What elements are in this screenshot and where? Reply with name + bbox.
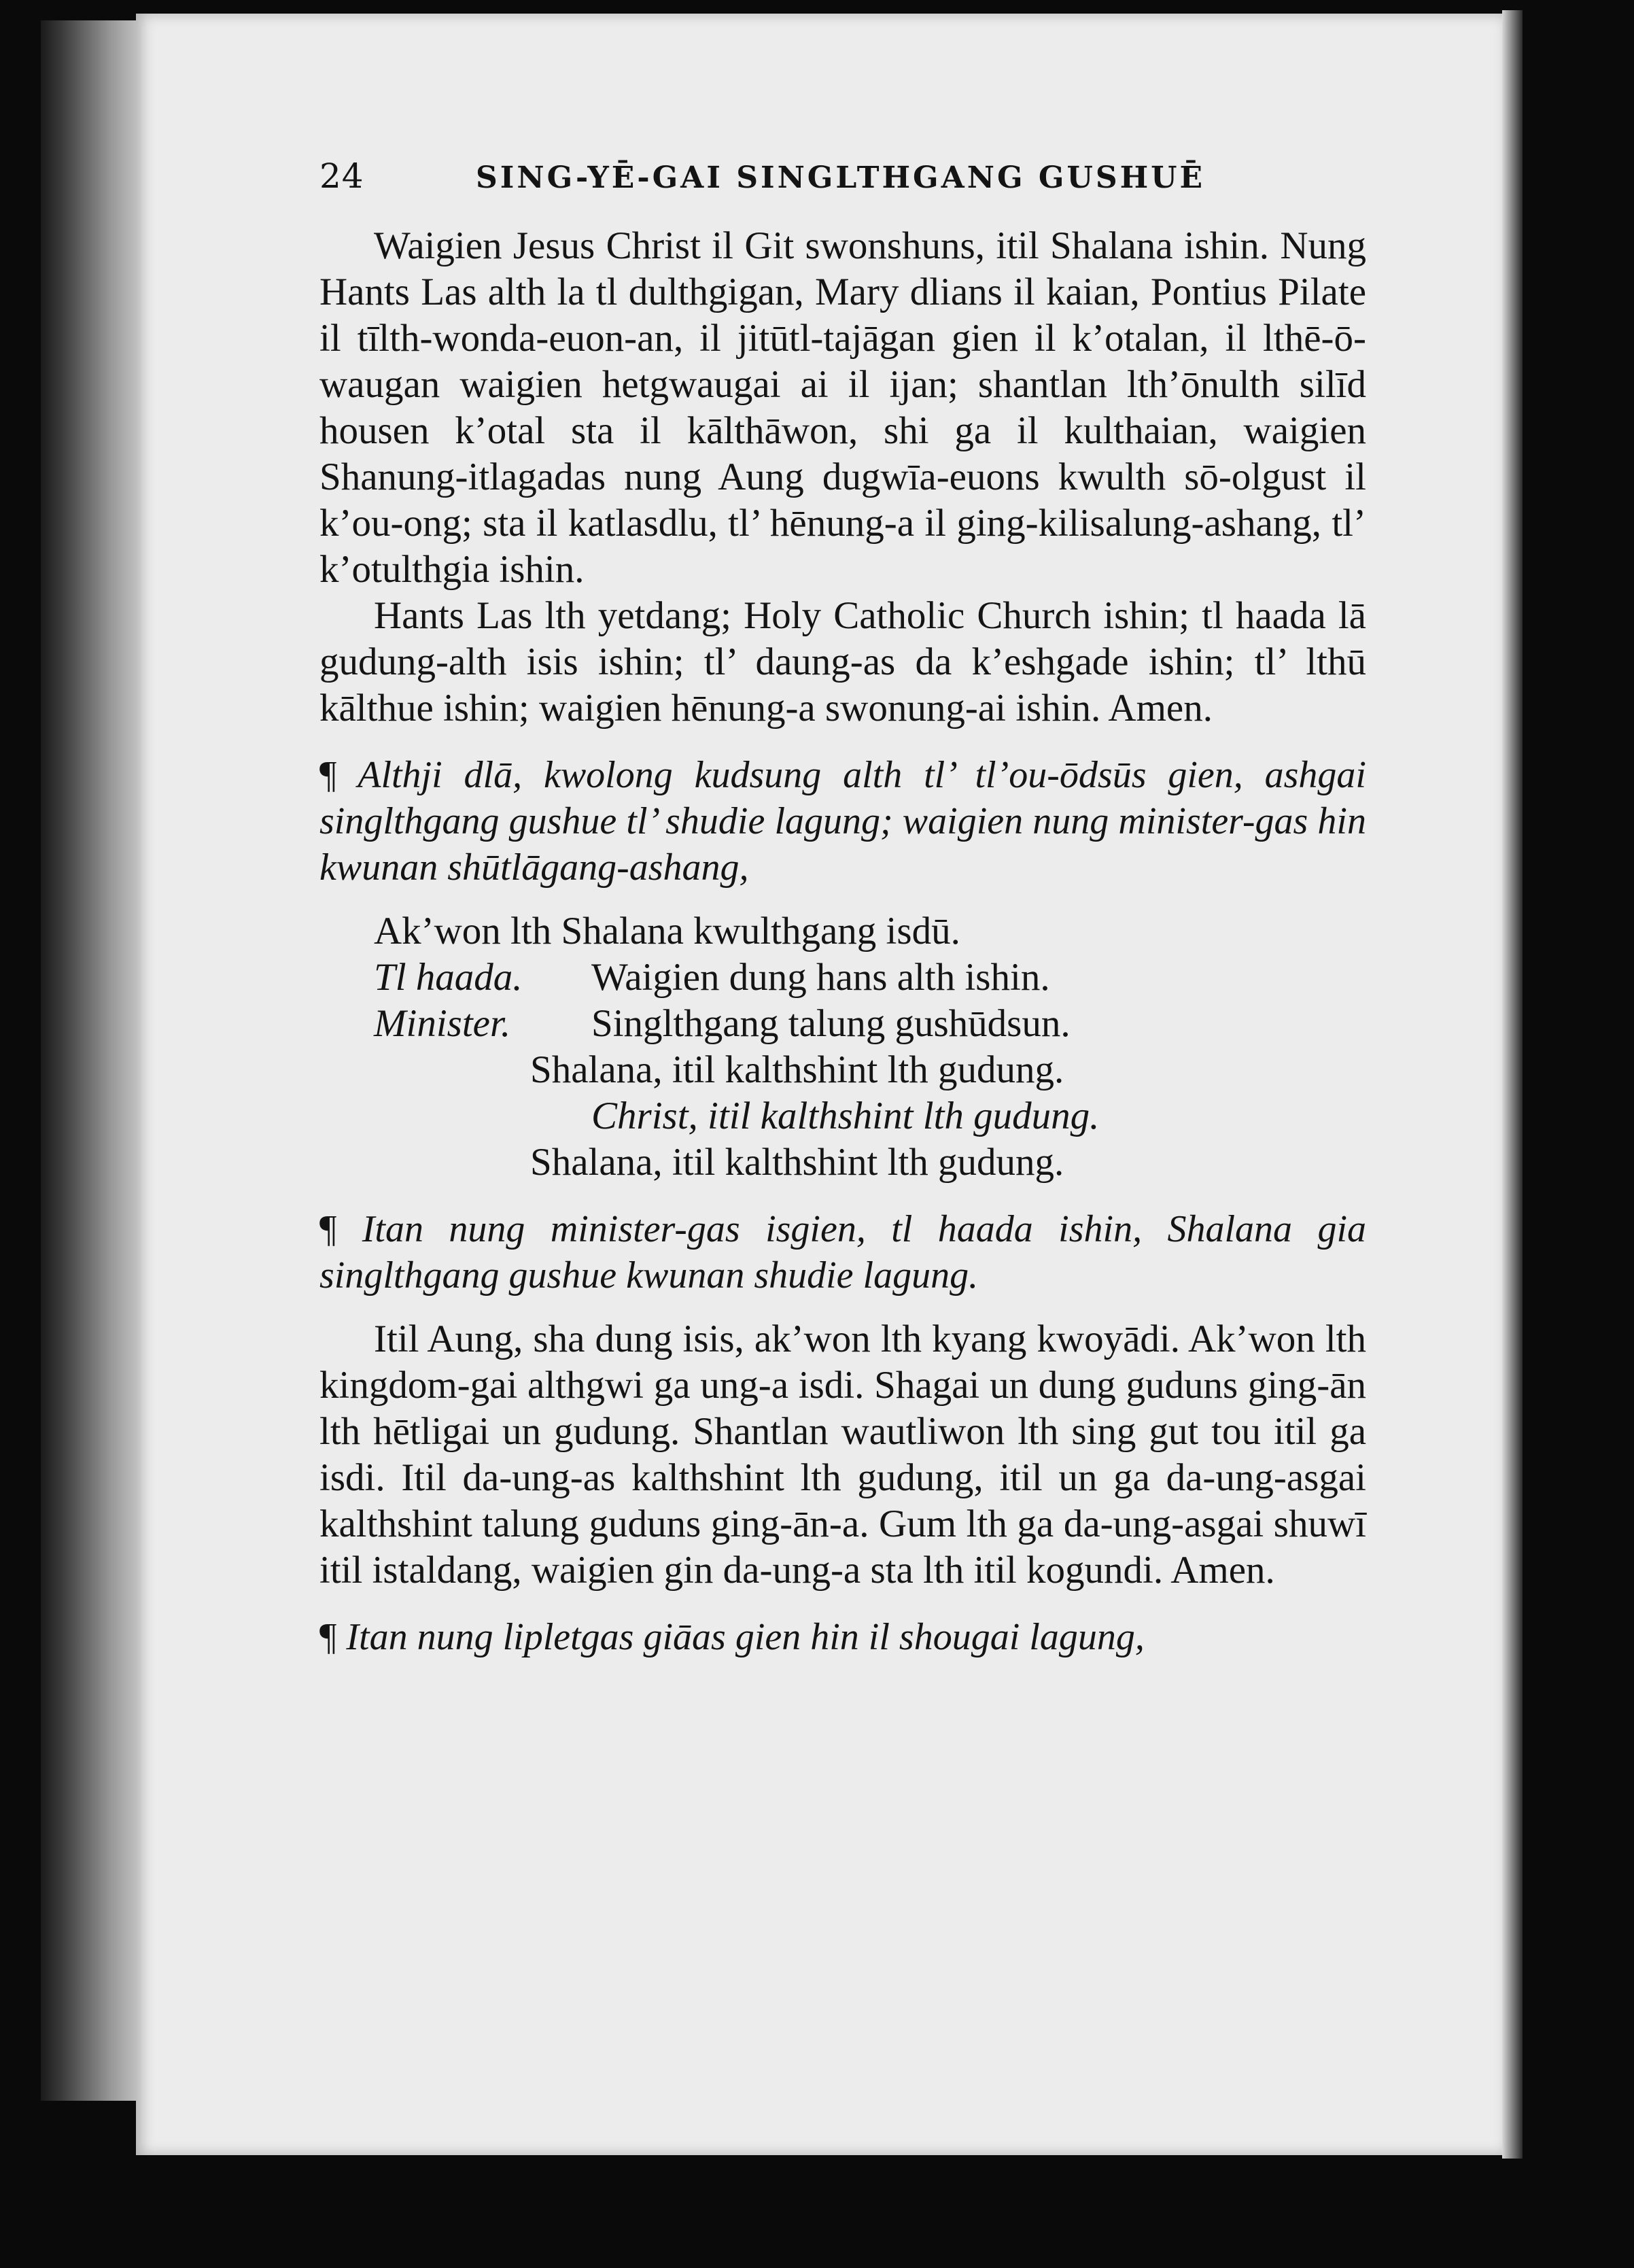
pilcrow-icon: ¶ — [319, 1616, 337, 1658]
rubric-3 — [319, 1614, 1366, 1660]
running-title: SING-YĒ-GAI SINGLTHGANG GUSHUĒ — [476, 160, 1206, 195]
pilcrow-icon: ¶ — [319, 754, 337, 796]
pilcrow-icon: ¶ — [319, 1208, 337, 1250]
speaker-minister: Minister. — [374, 1002, 511, 1045]
rubric-2-text: Itan nung minister-gas isgien, tl haada ishin, Shalana gia singlthgang gushue kwunan shudie lagung. — [319, 1208, 1366, 1296]
versicle-1: Ak’won lth Shalana kwulthgang isdū. — [374, 910, 960, 952]
page-right-edge — [1502, 10, 1523, 2159]
response-1: Shalana, itil kalthshint lth gudung. — [530, 1048, 1064, 1091]
versicle-2 — [319, 955, 1366, 1001]
rubric-1 — [319, 752, 1366, 891]
rubric-2 — [319, 1206, 1366, 1299]
creed-paragraph-1: Waigien Jesus Christ il Git swonshuns, itil Shalana ishin. Nung Hants Las alth la tl dulthgigan, Mary dlians il kaian, Pontius Pilate il tīlth-wonda-euon-an, il jitūtl-tajāgan gien il k’otalan, il lthē-ō-waugan waigien hetgwaugai ai il ijan; shantlan lth’ōnulth silīd housen k’otal sta il kālthāwon, shi ga il kulthaian, waigien Shanung-itlagadas nung Aung dugwīa-euons kwulth sō-olgust il k’ou-ong; sta il katlasdlu, tl’ hēnung-a il ging-kilisalung-ashang, tl’ k’otulthgia ishin. — [319, 224, 1366, 591]
book-spine-edge — [41, 20, 143, 2101]
versicle-3-text: Singlthgang talung gushūdsun. — [591, 1002, 1071, 1045]
response-2: Christ, itil kalthshint lth gudung. — [591, 1095, 1100, 1137]
versicle-2-text: Waigien dung hans alth ishin. — [591, 956, 1050, 999]
speaker-people: Tl haada. — [374, 956, 523, 999]
lords-prayer: Itil Aung, sha dung isis, ak’won lth kyang kwoyādi. Ak’won lth kingdom-gai althgwi ga ung-a isdi. Shagai un dung guduns ging-ān lth hētligai un gudung. Shantlan wautliwon lth sing gut tou itil ga isdi. Itil da-ung-as kalthshint lth gudung, itil un ga da-ung-asgai kalthshint talung guduns ging-ān-a. Gum lth ga da-ung-asgai shuwī itil istaldang, waigien gin da-ung-a sta lth itil kogundi. Amen. — [319, 1318, 1366, 1592]
running-head — [319, 156, 1366, 196]
rubric-1-text: Althji dlā, kwolong kudsung alth tl’ tl’ou-ōdsūs gien, ashgai singlthgang gushue tl’ shudie lagung; waigien nung minister-gas hin kwunan shūtlāgang-ashang, — [319, 754, 1366, 889]
creed-paragraph-2: Hants Las lth yetdang; Holy Catholic Church ishin; tl haada lā gudung-alth isis ishin; tl’ daung-as da k’eshgade ishin; tl’ lthū kālthue ishin; waigien hēnung-a swonung-ai ishin. Amen. — [319, 594, 1366, 729]
page-content — [319, 156, 1366, 1678]
page-number: 24 — [319, 156, 364, 196]
rubric-3-text: Itan nung lipletgas giāas gien hin il shougai lagung, — [346, 1616, 1145, 1658]
versicle-3 — [319, 1001, 1366, 1047]
response-3: Shalana, itil kalthshint lth gudung. — [530, 1141, 1064, 1184]
